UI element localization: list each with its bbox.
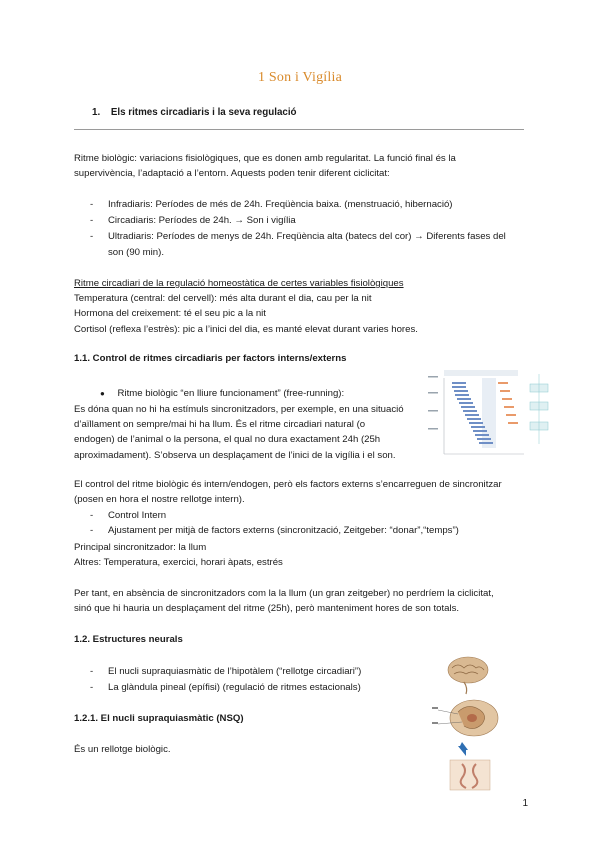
homeostatic-line: Temperatura (central: del cervell): més alta durant el dia, cau per la nit xyxy=(74,293,372,305)
homeostatic-block xyxy=(74,276,526,337)
list-item: - La glàndula pineal (epífisi) (regulació de ritmes estacionals) xyxy=(90,682,361,694)
section-divider xyxy=(74,129,524,130)
section-1-heading xyxy=(92,105,297,120)
nsq-text: És un rellotge biològic. xyxy=(74,744,171,755)
page-number: 1 xyxy=(522,798,528,809)
control-list xyxy=(74,508,534,538)
homeostatic-line: Hormona del creixement: té el seu pic a la nit xyxy=(74,308,266,320)
free-running-text: Es dóna quan no hi ha estímuls sincronitzadors, per exemple, en una situació d’aïllament on sempre/mai hi ha llum. És el ritme circadiari natural (o endogen) de l’animal o la persona, el qual no dura exactament 24h (25h aproximadament). S’observa un desplaçament de l’inici de la vigília i el son. xyxy=(74,404,404,461)
cycle-list xyxy=(74,197,534,260)
homeostatic-heading: Ritme circadiari de la regulació homeostàtica de certes variables fisiològiques xyxy=(74,278,404,289)
homeostatic-line: Cortisol (reflexa l’estrès): pic a l’inici del dia, es manté elevat durant varies hores. xyxy=(74,323,418,335)
conclusion-paragraph: Per tant, en absència de sincronitzadors com la la llum (un gran zeitgeber) no perdríem la ciclicitat, sinó que hi hauria un desplaçament del ritme (25h), però manteniment hores de son totals. xyxy=(74,588,494,615)
list-item: - El nucli supraquiasmàtic de l’hipotàlem (“rellotge circadiari”) xyxy=(90,666,362,677)
intro-paragraph xyxy=(74,151,526,181)
brain-figure xyxy=(432,652,504,792)
intro-line: supervivència, l’adaptació a l’entorn. Aquests poden tenir diferent ciclicitat: xyxy=(74,168,390,180)
list-item: - Infradiaris: Períodes de més de 24h. Freqüència baixa. (menstruació, hibernació) xyxy=(90,199,453,210)
list-item: - Ajustament per mitjà de factors externs (sincronització, Zeitgeber: “donar”,“temps”) xyxy=(90,525,459,537)
intro-line: Ritme biològic: variacions fisiològiques, que es donen amb regularitat. La funció final és la xyxy=(74,153,456,164)
document-title: 1 Son i Vigília xyxy=(258,70,342,85)
list-item: - Circadiaris: Períodes de 24h. → Son i vigília xyxy=(90,215,296,227)
free-running-bullet: ● Ritme biològic “en lliure funcionament” (free-running): xyxy=(100,388,345,399)
section-1-2-1-title: 1.2.1. El nucli supraquiasmàtic (NSQ) xyxy=(74,713,244,724)
section-1-2-title: 1.2. Estructures neurals xyxy=(74,634,183,645)
section-1-title: Els ritmes circadiaris i la seva regulació xyxy=(110,107,297,118)
free-running-figure xyxy=(424,364,554,460)
list-item: - Ultradiaris: Períodes de menys de 24h. Freqüència alta (batecs del cor) → Diferents fases del son (90 min). xyxy=(90,231,506,258)
section-1-1-title: 1.1. Control de ritmes circadiaris per factors interns/externs xyxy=(74,353,347,364)
control-paragraph: El control del ritme biològic és intern/endogen, però els factors externs s’encarreguen de sincronitzar (posen en hora el nostre rellotge intern). xyxy=(74,479,502,506)
section-1-number: 1. xyxy=(92,107,101,118)
list-item: - Control Intern xyxy=(90,510,167,521)
synchronizer-text: Principal sincronitzador: la llum Altres: Temperatura, exercici, horari àpats, estrés xyxy=(74,542,283,569)
